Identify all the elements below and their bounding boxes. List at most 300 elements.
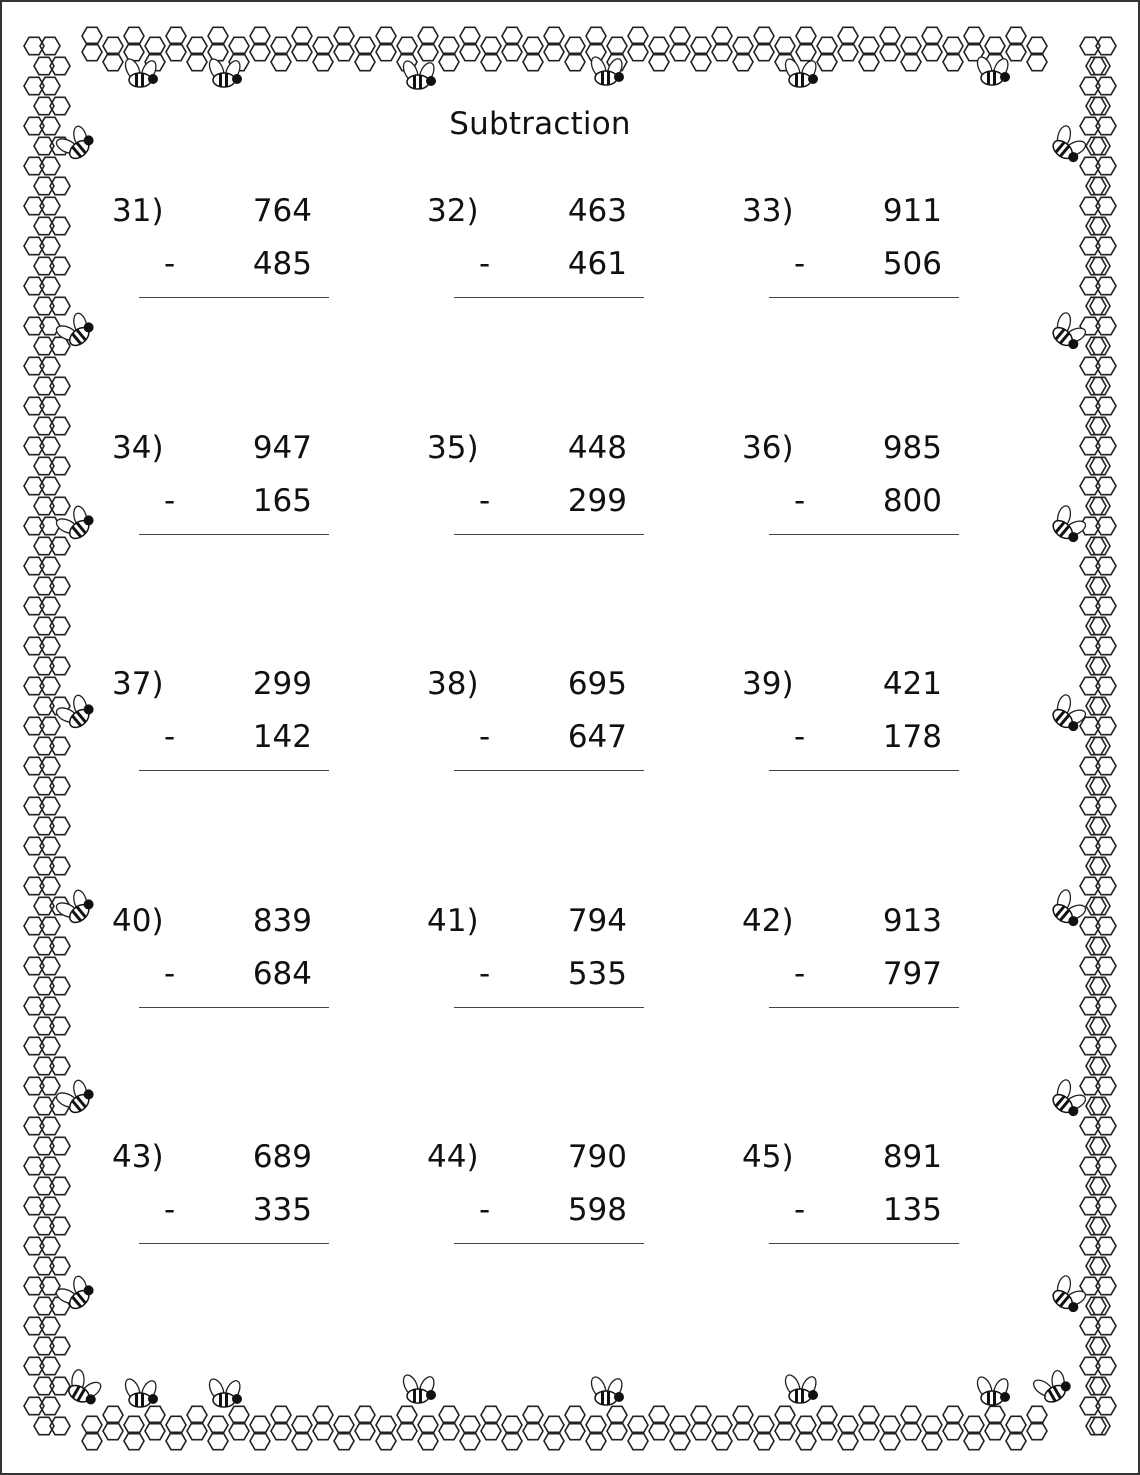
answer-line bbox=[454, 534, 644, 535]
honeycomb-cell bbox=[481, 53, 501, 70]
bee-icon bbox=[51, 307, 98, 353]
honeycomb-cell bbox=[24, 397, 44, 414]
honeycomb-cell bbox=[1096, 477, 1116, 494]
honeycomb-cell bbox=[1096, 277, 1116, 294]
honeycomb-cell bbox=[1086, 977, 1106, 994]
honeycomb-cell bbox=[40, 1317, 60, 1334]
honeycomb-cell bbox=[565, 37, 585, 54]
honeycomb-cell bbox=[24, 357, 44, 374]
subtrahend: 178 bbox=[882, 719, 942, 755]
honeycomb-cell bbox=[50, 617, 70, 634]
honeycomb-cell bbox=[1086, 1217, 1106, 1234]
honeycomb-cell bbox=[796, 27, 816, 44]
honeycomb-cell bbox=[187, 1406, 207, 1423]
honeycomb-cell bbox=[292, 1432, 312, 1449]
honeycomb-cell bbox=[1090, 137, 1110, 154]
honeycomb-cell bbox=[922, 43, 942, 60]
minus-sign: - bbox=[479, 246, 491, 282]
honeycomb-cell bbox=[1090, 1297, 1110, 1314]
minuend: 790 bbox=[567, 1139, 627, 1175]
honeycomb-cell bbox=[943, 37, 963, 54]
subtrahend: 335 bbox=[252, 1192, 312, 1228]
honeycomb-cell bbox=[838, 1416, 858, 1433]
honeycomb-cell bbox=[313, 1406, 333, 1423]
honeycomb-cell bbox=[1086, 377, 1106, 394]
honeycomb-cell bbox=[607, 37, 627, 54]
honeycomb-cell bbox=[1096, 1357, 1116, 1374]
minus-sign: - bbox=[794, 1192, 806, 1228]
bee-icon bbox=[51, 1270, 98, 1316]
bee-icon bbox=[975, 55, 1011, 85]
honeycomb-cell bbox=[1090, 457, 1110, 474]
bee-icon bbox=[1028, 1364, 1075, 1408]
problem-34 bbox=[112, 430, 342, 560]
honeycomb-cell bbox=[649, 1406, 669, 1423]
honeycomb-cell bbox=[1086, 1017, 1106, 1034]
honeycomb-cell bbox=[40, 877, 60, 894]
honeycomb-cell bbox=[40, 1037, 60, 1054]
honeycomb-cell bbox=[292, 1416, 312, 1433]
honeycomb-cell bbox=[796, 1416, 816, 1433]
minuend: 891 bbox=[882, 1139, 942, 1175]
honeycomb-cell bbox=[1090, 97, 1110, 114]
honeycomb-cell bbox=[124, 43, 144, 60]
problem-number: 33) bbox=[742, 193, 794, 229]
honeycomb-cell bbox=[1086, 137, 1106, 154]
honeycomb-cell bbox=[1080, 957, 1100, 974]
honeycomb-cell bbox=[1080, 1197, 1100, 1214]
honeycomb-cell bbox=[1096, 997, 1116, 1014]
honeycomb-cell bbox=[1090, 577, 1110, 594]
minus-sign: - bbox=[794, 719, 806, 755]
honeycomb-cell bbox=[82, 43, 102, 60]
honeycomb-cell bbox=[34, 777, 54, 794]
honeycomb-cell bbox=[1096, 797, 1116, 814]
honeycomb-cell bbox=[1096, 1037, 1116, 1054]
honeycomb-cell bbox=[1090, 617, 1110, 634]
honeycomb-cell bbox=[208, 27, 228, 44]
problem-number: 44) bbox=[427, 1139, 479, 1175]
honeycomb-cell bbox=[1086, 97, 1106, 114]
honeycomb-cell bbox=[1086, 617, 1106, 634]
honeycomb-cell bbox=[376, 1432, 396, 1449]
honeycomb-cell bbox=[418, 1432, 438, 1449]
honeycomb-cell bbox=[418, 1416, 438, 1433]
honeycomb-cell bbox=[166, 43, 186, 60]
honeycomb-cell bbox=[40, 797, 60, 814]
honeycomb-cell bbox=[40, 1237, 60, 1254]
answer-line bbox=[769, 1243, 959, 1244]
honeycomb-cell bbox=[985, 1406, 1005, 1423]
honeycomb-cell bbox=[1090, 297, 1110, 314]
honeycomb-cell bbox=[50, 297, 70, 314]
subtrahend: 299 bbox=[567, 483, 627, 519]
honeycomb-cell bbox=[1096, 677, 1116, 694]
honeycomb-cell bbox=[1080, 477, 1100, 494]
honeycomb-cell bbox=[733, 1406, 753, 1423]
honeycomb-cell bbox=[649, 1422, 669, 1439]
honeycomb-cell bbox=[229, 37, 249, 54]
honeycomb-cell bbox=[1080, 157, 1100, 174]
honeycomb-cell bbox=[1096, 557, 1116, 574]
bee-icon bbox=[589, 1375, 625, 1405]
minus-sign: - bbox=[479, 1192, 491, 1228]
honeycomb-cell bbox=[1090, 937, 1110, 954]
honeycomb-cell bbox=[1080, 877, 1100, 894]
bee-icon bbox=[60, 1365, 107, 1409]
bee-icon bbox=[207, 1377, 243, 1407]
honeycomb-cell bbox=[1090, 1017, 1110, 1034]
minus-sign: - bbox=[479, 956, 491, 992]
minus-sign: - bbox=[164, 246, 176, 282]
honeycomb-cell bbox=[50, 657, 70, 674]
honeycomb-cell bbox=[40, 277, 60, 294]
honeycomb-cell bbox=[50, 1177, 70, 1194]
honeycomb-cell bbox=[40, 957, 60, 974]
honeycomb-cell bbox=[1086, 257, 1106, 274]
honeycomb-cell bbox=[796, 1432, 816, 1449]
honeycomb-cell bbox=[24, 1037, 44, 1054]
answer-line bbox=[139, 1007, 329, 1008]
honeycomb-cell bbox=[24, 77, 44, 94]
honeycomb-cell bbox=[1090, 257, 1110, 274]
honeycomb-cell bbox=[838, 27, 858, 44]
honeycomb-cell bbox=[586, 1432, 606, 1449]
honeycomb-cell bbox=[355, 1422, 375, 1439]
honeycomb-cell bbox=[34, 1257, 54, 1274]
honeycomb-cell bbox=[439, 37, 459, 54]
honeycomb-cell bbox=[40, 437, 60, 454]
honeycomb-cell bbox=[1086, 297, 1106, 314]
honeycomb-cell bbox=[712, 1416, 732, 1433]
honeycomb-cell bbox=[1080, 637, 1100, 654]
honeycomb-cell bbox=[34, 1017, 54, 1034]
honeycomb-cell bbox=[271, 37, 291, 54]
honeycomb-cell bbox=[34, 337, 54, 354]
honeycomb-cell bbox=[40, 397, 60, 414]
honeycomb-cell bbox=[124, 1416, 144, 1433]
honeycomb-cell bbox=[40, 477, 60, 494]
honeycomb-cell bbox=[34, 1217, 54, 1234]
honeycomb-cell bbox=[1096, 597, 1116, 614]
minuend: 689 bbox=[252, 1139, 312, 1175]
honeycomb-cell bbox=[1080, 1077, 1100, 1094]
answer-line bbox=[139, 770, 329, 771]
honeycomb-cell bbox=[1096, 1157, 1116, 1174]
answer-line bbox=[769, 297, 959, 298]
honeycomb-cell bbox=[397, 1422, 417, 1439]
honeycomb-cell bbox=[166, 1416, 186, 1433]
honeycomb-cell bbox=[1090, 1377, 1110, 1394]
honeycomb-cell bbox=[208, 1416, 228, 1433]
honeycomb-cell bbox=[859, 53, 879, 70]
honeycomb-cell bbox=[40, 717, 60, 734]
bee-icon bbox=[1045, 1075, 1092, 1121]
problem-number: 41) bbox=[427, 903, 479, 939]
honeycomb-cell bbox=[502, 1432, 522, 1449]
honeycomb-cell bbox=[34, 537, 54, 554]
honeycomb-cell bbox=[817, 1422, 837, 1439]
bee-icon bbox=[1045, 308, 1092, 354]
honeycomb-cell bbox=[586, 1416, 606, 1433]
honeycomb-cell bbox=[40, 757, 60, 774]
problem-42 bbox=[742, 903, 972, 1033]
minuend: 695 bbox=[567, 666, 627, 702]
answer-line bbox=[454, 770, 644, 771]
answer-line bbox=[454, 1007, 644, 1008]
honeycomb-cell bbox=[1080, 1317, 1100, 1334]
honeycomb-cell bbox=[24, 597, 44, 614]
honeycomb-cell bbox=[1027, 1406, 1047, 1423]
honeycomb-cell bbox=[40, 1077, 60, 1094]
honeycomb-cell bbox=[544, 1416, 564, 1433]
honeycomb-cell bbox=[1090, 337, 1110, 354]
honeycomb-cell bbox=[24, 197, 44, 214]
honeycomb-cell bbox=[1090, 497, 1110, 514]
honeycomb-cell bbox=[859, 37, 879, 54]
honeycomb-cell bbox=[24, 317, 44, 334]
bee-icon bbox=[589, 55, 625, 85]
problem-37 bbox=[112, 666, 342, 796]
honeycomb-cell bbox=[34, 617, 54, 634]
bee-icon bbox=[401, 59, 437, 89]
honeycomb-cell bbox=[34, 977, 54, 994]
honeycomb-cell bbox=[460, 43, 480, 60]
honeycomb-cell bbox=[754, 1432, 774, 1449]
honeycomb-cell bbox=[1080, 397, 1100, 414]
honeycomb-cell bbox=[691, 53, 711, 70]
honeycomb-cell bbox=[649, 53, 669, 70]
honeycomb-cell bbox=[34, 657, 54, 674]
honeycomb-cell bbox=[754, 43, 774, 60]
honeycomb-cell bbox=[1080, 77, 1100, 94]
honeycomb-cell bbox=[40, 197, 60, 214]
honeycomb-cell bbox=[355, 53, 375, 70]
honeycomb-cell bbox=[40, 637, 60, 654]
honeycomb-cell bbox=[40, 1357, 60, 1374]
honeycomb-cell bbox=[1096, 1197, 1116, 1214]
honeycomb-cell bbox=[40, 357, 60, 374]
honeycomb-cell bbox=[1096, 877, 1116, 894]
minuend: 463 bbox=[567, 193, 627, 229]
honeycomb-cell bbox=[24, 837, 44, 854]
problem-number: 39) bbox=[742, 666, 794, 702]
honeycomb-cell bbox=[50, 777, 70, 794]
honeycomb-cell bbox=[523, 53, 543, 70]
honeycomb-cell bbox=[712, 43, 732, 60]
honeycomb-cell bbox=[1096, 1117, 1116, 1134]
honeycomb-cell bbox=[24, 477, 44, 494]
honeycomb-cell bbox=[1080, 677, 1100, 694]
honeycomb-cell bbox=[880, 43, 900, 60]
honeycomb-cell bbox=[355, 1406, 375, 1423]
honeycomb-cell bbox=[502, 1416, 522, 1433]
honeycomb-cell bbox=[50, 857, 70, 874]
subtrahend: 535 bbox=[567, 956, 627, 992]
bee-icon bbox=[51, 500, 98, 546]
honeycomb-cell bbox=[418, 27, 438, 44]
honeycomb-cell bbox=[628, 1416, 648, 1433]
problem-35 bbox=[427, 430, 657, 560]
honeycomb-cell bbox=[523, 1422, 543, 1439]
honeycomb-cell bbox=[40, 77, 60, 94]
problem-number: 34) bbox=[112, 430, 164, 466]
problem-number: 35) bbox=[427, 430, 479, 466]
honeycomb-cell bbox=[586, 27, 606, 44]
honeycomb-cell bbox=[670, 1416, 690, 1433]
honeycomb-cell bbox=[1086, 897, 1106, 914]
honeycomb-cell bbox=[50, 57, 70, 74]
honeycomb-cell bbox=[229, 1422, 249, 1439]
honeycomb-cell bbox=[1096, 397, 1116, 414]
problem-40 bbox=[112, 903, 342, 1033]
honeycomb-cell bbox=[34, 937, 54, 954]
honeycomb-cell bbox=[544, 27, 564, 44]
honeycomb-cell bbox=[1090, 537, 1110, 554]
honeycomb-cell bbox=[1080, 1397, 1100, 1414]
bee-icon bbox=[51, 1074, 98, 1120]
honeycomb-cell bbox=[838, 43, 858, 60]
honeycomb-cell bbox=[24, 917, 44, 934]
honeycomb-cell bbox=[1086, 57, 1106, 74]
honeycomb-cell bbox=[523, 1406, 543, 1423]
honeycomb-cell bbox=[24, 437, 44, 454]
honeycomb-cell bbox=[1090, 1337, 1110, 1354]
honeycomb-cell bbox=[34, 1377, 54, 1394]
honeycomb-cell bbox=[24, 1357, 44, 1374]
honeycomb-cell bbox=[838, 1432, 858, 1449]
honeycomb-cell bbox=[50, 497, 70, 514]
honeycomb-cell bbox=[24, 277, 44, 294]
honeycomb-cell bbox=[1090, 817, 1110, 834]
honeycomb-cell bbox=[943, 1422, 963, 1439]
honeycomb-cell bbox=[1096, 957, 1116, 974]
honeycomb-cell bbox=[859, 1406, 879, 1423]
honeycomb-cell bbox=[1086, 1377, 1106, 1394]
honeycomb-cell bbox=[250, 43, 270, 60]
honeycomb-cell bbox=[1096, 717, 1116, 734]
honeycomb-cell bbox=[544, 1432, 564, 1449]
honeycomb-cell bbox=[1090, 897, 1110, 914]
honeycomb-cell bbox=[313, 37, 333, 54]
honeycomb-cell bbox=[1080, 997, 1100, 1014]
honeycomb-cell bbox=[1090, 1217, 1110, 1234]
honeycomb-cell bbox=[250, 1416, 270, 1433]
honeycomb-cell bbox=[24, 157, 44, 174]
problem-number: 43) bbox=[112, 1139, 164, 1175]
honeycomb-cell bbox=[1086, 817, 1106, 834]
honeycomb-cell bbox=[187, 1422, 207, 1439]
honeycomb-cell bbox=[50, 1377, 70, 1394]
honeycomb-cell bbox=[82, 27, 102, 44]
honeycomb-cell bbox=[691, 37, 711, 54]
honeycomb-cell bbox=[1086, 1417, 1106, 1434]
minuend: 839 bbox=[252, 903, 312, 939]
subtrahend: 647 bbox=[567, 719, 627, 755]
honeycomb-cell bbox=[1080, 117, 1100, 134]
minus-sign: - bbox=[164, 719, 176, 755]
honeycomb-cell bbox=[145, 37, 165, 54]
honeycomb-cell bbox=[166, 1432, 186, 1449]
honeycomb-cell bbox=[460, 1416, 480, 1433]
honeycomb-cell bbox=[1006, 1432, 1026, 1449]
problem-32 bbox=[427, 193, 657, 323]
bee-icon bbox=[207, 57, 243, 87]
honeycomb-cell bbox=[1027, 53, 1047, 70]
honeycomb-cell bbox=[334, 1432, 354, 1449]
honeycomb-cell bbox=[40, 837, 60, 854]
honeycomb-cell bbox=[50, 577, 70, 594]
honeycomb-cell bbox=[376, 1416, 396, 1433]
honeycomb-cell bbox=[481, 1406, 501, 1423]
honeycomb-cell bbox=[649, 37, 669, 54]
bee-icon bbox=[1045, 501, 1092, 547]
honeycomb-cell bbox=[1086, 737, 1106, 754]
honeycomb-cell bbox=[24, 1237, 44, 1254]
honeycomb-cell bbox=[1086, 937, 1106, 954]
honeycomb-cell bbox=[733, 53, 753, 70]
honeycomb-cell bbox=[34, 497, 54, 514]
honeycomb-cell bbox=[334, 43, 354, 60]
honeycomb-cell bbox=[439, 1406, 459, 1423]
honeycomb-cell bbox=[250, 27, 270, 44]
honeycomb-cell bbox=[1080, 277, 1100, 294]
honeycomb-cell bbox=[24, 1197, 44, 1214]
honeycomb-cell bbox=[40, 917, 60, 934]
honeycomb-cell bbox=[34, 1097, 54, 1114]
problem-number: 37) bbox=[112, 666, 164, 702]
honeycomb-cell bbox=[40, 157, 60, 174]
minuend: 794 bbox=[567, 903, 627, 939]
honeycomb-cell bbox=[1090, 1177, 1110, 1194]
honeycomb-cell bbox=[1090, 1097, 1110, 1114]
honeycomb-cell bbox=[1086, 177, 1106, 194]
honeycomb-cell bbox=[628, 1432, 648, 1449]
honeycomb-cell bbox=[817, 53, 837, 70]
honeycomb-cell bbox=[922, 1416, 942, 1433]
honeycomb-cell bbox=[1096, 1077, 1116, 1094]
honeycomb-cell bbox=[1080, 1237, 1100, 1254]
honeycomb-cell bbox=[964, 27, 984, 44]
honeycomb-cell bbox=[922, 27, 942, 44]
honeycomb-cell bbox=[50, 257, 70, 274]
honeycomb-cell bbox=[481, 37, 501, 54]
answer-line bbox=[454, 297, 644, 298]
honeycomb-cell bbox=[1080, 757, 1100, 774]
honeycomb-cell bbox=[50, 817, 70, 834]
problem-39 bbox=[742, 666, 972, 796]
honeycomb-cell bbox=[397, 37, 417, 54]
honeycomb-cell bbox=[1090, 697, 1110, 714]
subtrahend: 461 bbox=[567, 246, 627, 282]
honeycomb-cell bbox=[1096, 37, 1116, 54]
honeycomb-cell bbox=[40, 1397, 60, 1414]
subtrahend: 797 bbox=[882, 956, 942, 992]
answer-line bbox=[139, 534, 329, 535]
honeycomb-cell bbox=[1086, 1297, 1106, 1314]
honeycomb-cell bbox=[670, 27, 690, 44]
honeycomb-cell bbox=[1086, 337, 1106, 354]
honeycomb-cell bbox=[796, 43, 816, 60]
minuend: 913 bbox=[882, 903, 942, 939]
honeycomb-cell bbox=[880, 27, 900, 44]
honeycomb-cell bbox=[1086, 577, 1106, 594]
honeycomb-cell bbox=[1090, 377, 1110, 394]
honeycomb-cell bbox=[1096, 757, 1116, 774]
bee-icon bbox=[783, 1373, 819, 1403]
answer-line bbox=[139, 297, 329, 298]
honeycomb-cell bbox=[271, 1406, 291, 1423]
